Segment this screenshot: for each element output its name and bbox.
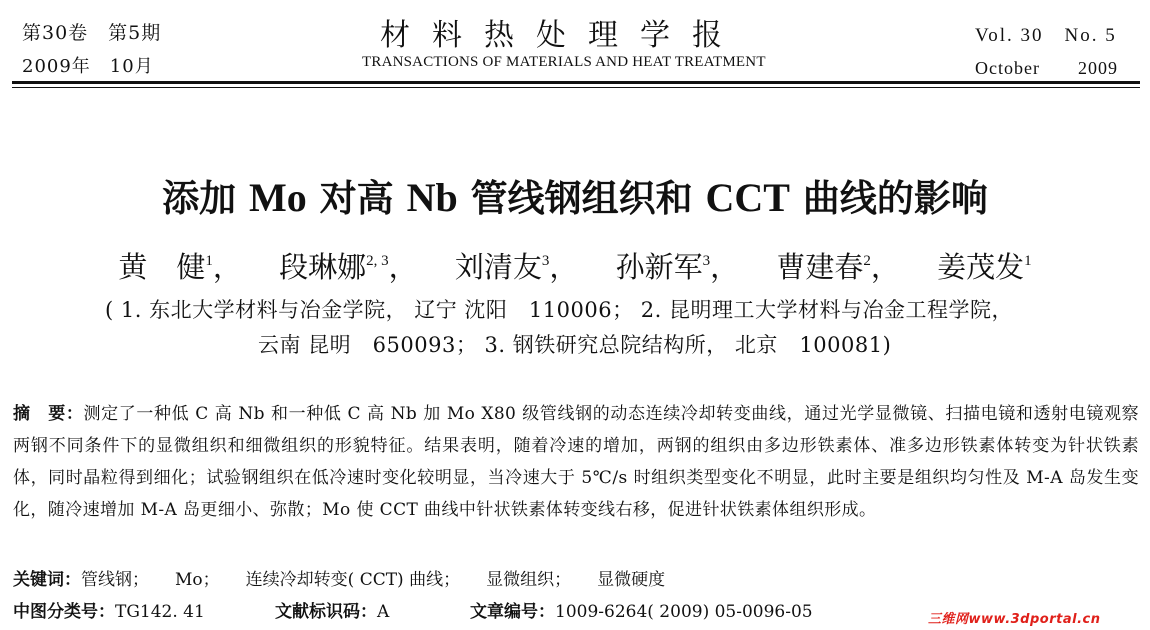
affiliation-line: ( 1. 东北大学材料与冶金学院， 辽宁 沈阳 110006； 2. 昆明理工大学材料与冶金工程学院， [105, 298, 1013, 322]
document-code-value: A [377, 602, 390, 622]
clc-value: TG142. 41 [115, 602, 205, 622]
header-rule-thin [12, 87, 1140, 88]
document-code [275, 597, 389, 622]
title-part: 曲线的影响 [802, 177, 988, 220]
author-affiliation-marker: 3 [702, 253, 711, 269]
article-number-value: 1009-6264( 2009) 05-0096-05 [555, 602, 813, 622]
author: 刘清友$^3$， [454, 250, 579, 284]
article-number [470, 597, 813, 622]
document-code-label: 文献标识码： [275, 602, 377, 622]
author: 曹建春$^2$， [776, 250, 900, 284]
author-name: 姜茂发 [937, 250, 1025, 284]
author-list [0, 245, 1150, 286]
article-number-label: 文章编号： [470, 602, 555, 622]
journal-date-en: October 2009 [975, 58, 1118, 78]
journal-title-cn: 材料热处理学报 [380, 18, 744, 53]
author-affiliation-marker: 3 [541, 253, 550, 269]
title-part: Mo [249, 175, 307, 220]
journal-volume-issue: 第30卷 第5期 [22, 22, 162, 44]
author-affiliation-marker: 1 [1024, 253, 1032, 269]
paper-title [0, 168, 1150, 222]
author-affiliation-marker: 1 [205, 253, 213, 269]
author-name: 黄 健 [118, 250, 206, 284]
journal-date: 2009年 10月 [22, 56, 154, 77]
affiliation-line: 云南 昆明 650093； 3. 钢铁研究总院结构所， 北京 100081) [258, 333, 892, 357]
author-name: 曹建春 [776, 250, 864, 284]
author-affiliation-marker: 2 [863, 253, 871, 269]
journal-title-en: TRANSACTIONS OF MATERIALS AND HEAT TREATMENT [362, 54, 766, 70]
author-name: 段琳娜 [279, 250, 367, 284]
title-part: 添加 [162, 177, 237, 220]
author-name: 刘清友 [454, 250, 542, 284]
author [937, 250, 1032, 284]
title-part: Nb [406, 175, 458, 220]
keywords-label: 关键词： [13, 570, 81, 590]
journal-volume-issue-en: Vol. 30 No. 5 [975, 25, 1117, 46]
author: 段琳娜$^{2, 3}$， [279, 250, 418, 284]
keywords [13, 565, 691, 590]
abstract-label: 摘 要： [13, 404, 84, 424]
keyword: 管线钢； [81, 570, 149, 590]
author-affiliation-marker: 2, 3 [366, 253, 389, 269]
author: 黄 健$^1$， [118, 250, 242, 284]
keyword: 显微组织； [486, 570, 572, 590]
keyword: 连续冷却转变( CCT) 曲线； [245, 570, 461, 590]
clc-number [13, 597, 205, 622]
abstract-text: 测定了一种低 C 高 Nb 和一种低 C 高 Nb 加 Mo X80 级管线钢的动态连续冷却转变曲线，通过光学显微镜、扫描电镜和透射电镜观察两钢不同条件下的显微组织和细微组织的形貌特征。结果表明，随着冷速的增加，两钢的组织由多边形铁素体、准多边形铁素体转变为针状铁素体，同时晶粒得到细化；试验钢组织在低冷速时变化较明显，当冷速大于 5℃/s 时组织类型变化不明显，此时主要是组织均匀性及 M-A 岛发生变化，随冷速增加 M-A 岛更细小、弥散；Mo 使 CCT 曲线中针状铁素体转变线右移，促进针状铁素体组织形成。 [13, 404, 1139, 520]
clc-label: 中图分类号： [13, 602, 115, 622]
abstract [13, 398, 1139, 526]
author: 孙新军$^3$， [615, 250, 740, 284]
author-name: 孙新军 [615, 250, 703, 284]
keyword: 显微硬度 [597, 570, 666, 590]
keyword: Mo； [175, 570, 220, 590]
title-part: CCT [705, 175, 790, 220]
watermark: 三维网www.3dportal.cn [928, 612, 1101, 627]
title-part: 管线钢组织和 [470, 177, 693, 220]
header-rule-thick [12, 81, 1140, 84]
title-part: 对高 [319, 177, 394, 220]
